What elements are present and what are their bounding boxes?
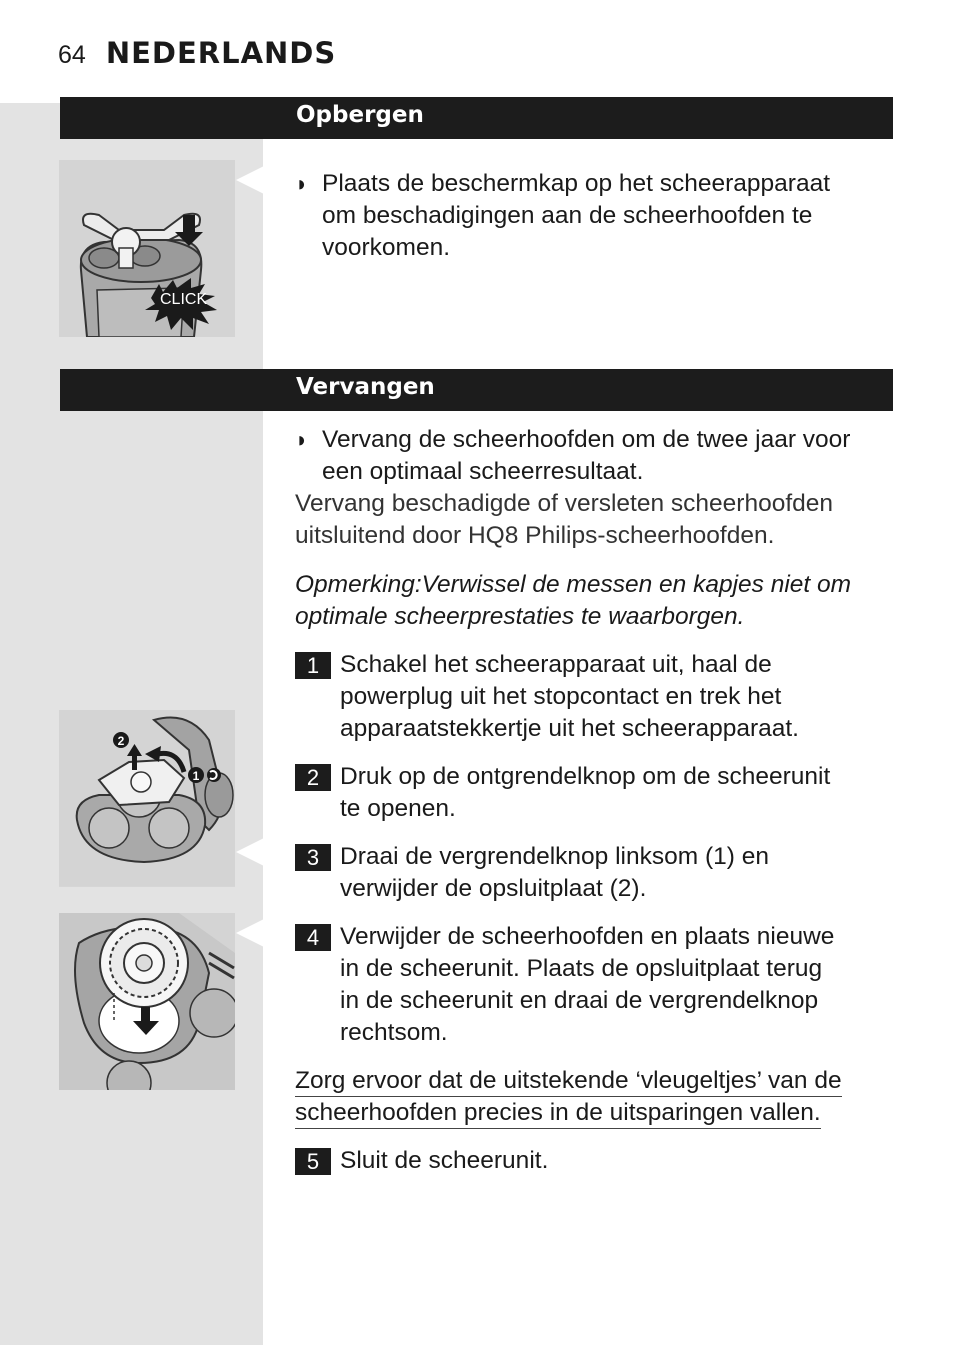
step-number-badge: 2 — [295, 764, 331, 791]
step-line: verwijder de opsluitplaat (2). — [340, 875, 647, 902]
callout-pointer — [236, 166, 264, 194]
replace-bullet-line: Vervang de scheerhoofden om de twee jaar voor — [322, 426, 851, 453]
step-line: te openen. — [340, 795, 456, 822]
replace-paragraph — [295, 488, 833, 552]
step-line: powerplug uit het stopcontact en trek het — [340, 683, 782, 710]
callout-pointer — [236, 838, 264, 866]
step-line: Schakel het scheerapparaat uit, haal de — [340, 651, 772, 678]
section-title-storage: Opbergen — [296, 102, 424, 128]
page-number: 64 — [58, 41, 86, 69]
shaver-cap-drawing — [59, 160, 235, 337]
step-number-badge: 1 — [295, 652, 331, 679]
illustration-retaining-plate — [59, 710, 235, 887]
step-number-badge: 5 — [295, 1148, 331, 1175]
step-line: in de scheerunit en draai de vergrendelknop — [340, 987, 819, 1014]
note-line: Opmerking:Verwissel de messen en kapjes niet om — [295, 571, 852, 598]
step-number-badge: 3 — [295, 844, 331, 871]
page-header — [58, 36, 336, 76]
step-line: Verwijder de scheerhoofden en plaats nieuwe — [340, 923, 835, 950]
important-highlight — [295, 1065, 842, 1129]
callout-pointer — [236, 919, 264, 947]
storage-bullet-line: Plaats de beschermkap op het scheerapparaat — [322, 170, 831, 197]
page-language-title: NEDERLANDS — [105, 36, 337, 70]
replace-bullet-line: een optimaal scheerresultaat. — [322, 458, 644, 485]
illustration-shaving-head-placement — [59, 913, 235, 1090]
step-line: Sluit de scheerunit. — [340, 1147, 549, 1174]
section-title-replace: Vervangen — [296, 374, 435, 400]
step-number-badge: 4 — [295, 924, 331, 951]
illustration-protection-cap — [59, 160, 235, 337]
click-label: CLICK — [160, 291, 208, 308]
step-line: apparaatstekkertje uit het scheerapparaat. — [340, 715, 799, 742]
figure-label-two: 2 — [117, 734, 125, 748]
section-bar-storage — [60, 97, 893, 139]
highlight-line: scheerhoofden precies in de uitsparingen vallen. — [295, 1098, 821, 1129]
note-line: optimale scheerprestaties te waarborgen. — [295, 603, 745, 630]
bullet-marker-icon: ◗ — [295, 427, 309, 452]
step-line: rechtsom. — [340, 1019, 448, 1046]
paragraph-line: Vervang beschadigde of versleten scheerhoofden — [295, 490, 834, 517]
highlight-line: Zorg ervoor dat de uitstekende ‘vleugeltjes’ van de — [295, 1066, 842, 1097]
storage-bullet-line: om beschadigingen aan de scheerhoofden te — [322, 202, 813, 229]
shaving-head-drawing — [59, 913, 235, 1090]
section-bar-replace — [60, 369, 893, 411]
figure-label-one: 1 — [192, 769, 200, 783]
storage-bullet-line: voorkomen. — [322, 234, 451, 261]
step-line: Druk op de ontgrendelknop om de scheerunit — [340, 763, 831, 790]
step-line: Draai de vergrendelknop linksom (1) en — [340, 843, 769, 870]
paragraph-line: uitsluitend door HQ8 Philips-scheerhoofden. — [295, 522, 775, 549]
bullet-marker-icon: ◗ — [295, 171, 309, 196]
retaining-plate-drawing — [59, 710, 235, 886]
replace-note — [295, 569, 851, 633]
step-line: in de scheerunit. Plaats de opsluitplaat terug — [340, 955, 823, 982]
